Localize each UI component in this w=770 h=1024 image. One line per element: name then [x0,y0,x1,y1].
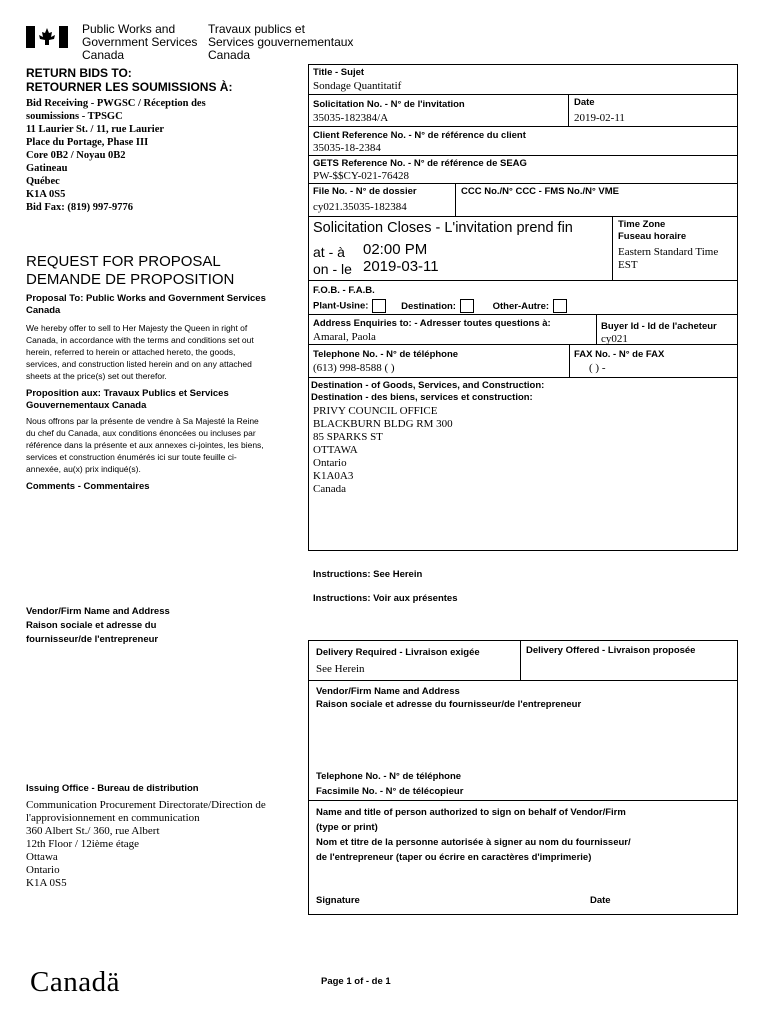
time-zone-name: Eastern Standard Time [618,246,719,258]
divider [308,314,738,315]
issuing-line: 12th Floor / 12ième étage [26,838,140,850]
divider [308,280,738,281]
closing-date: 2019-03-11 [363,258,439,275]
return-bids-address [26,97,286,214]
address-line: 11 Laurier St. / 11, rue Laurier [26,124,165,135]
vendor-label-line: Raison sociale et adresse du [26,620,157,631]
vendor-fax-label: Facsimile No. - N° de télécopieur [316,786,464,797]
proposal-to-fr: Proposition aux: Travaux Publics et Services Gouvernementaux Canada [26,388,229,411]
bid-fax: Bid Fax: (819) 997-9776 [26,202,134,213]
title-label: Title - Sujet [313,67,365,78]
fax-label: FAX No. - N° de FAX [574,349,665,360]
time-zone-label-en: Time Zone [618,219,666,230]
dept-en-line: Government Services [82,35,198,49]
issuing-line: Communication Procurement Directorate/Direction de [26,799,266,811]
rfp-title-fr: DEMANDE DE PROPOSITION [26,271,235,288]
issuing-line: l'approvisionnement en communication [26,812,200,824]
gets-value: PW-$$CY-021-76428 [313,170,409,182]
destination-label-en: Destination - of Goods, Services, and Construction: [311,380,545,391]
closing-time: 02:00 PM [363,241,428,258]
divider [308,126,738,127]
rfp-title [26,253,234,289]
divider [455,183,456,216]
page-number: Page 1 of - de 1 [321,976,391,987]
time-zone-abbr: EST [618,259,638,271]
gets-label: GETS Reference No. - N° de référence de SEAG [313,158,527,169]
time-zone-label-fr: Fuseau horaire [618,231,687,242]
address-line: Core 0B2 / Noyau 0B2 [26,150,126,161]
dept-fr-line: Canada [208,48,251,62]
vendor-name-label-left [26,605,170,647]
divider [308,344,738,345]
issuing-office-label: Issuing Office - Bureau de distribution [26,783,199,794]
file-value: cy021.35035-182384 [313,201,407,213]
proposal-body-fr: Nous offrons par la présente de vendre à Sa Majesté la Reine du chef du Canada, aux conditions énoncées ou incluses par référence dans la présente et aux annexes ci-jointes, les biens, services et construction énumérés ici sur toute feuille ci-annexée, au(x) prix indiqué(s). [26,416,264,474]
vendor-phone-label: Telephone No. - N° de téléphone [316,771,462,782]
issuing-line: 360 Albert St./ 360, rue Albert [26,825,160,837]
address-line: soumissions - TPSGC [26,111,123,122]
closing-on-label: on - le [313,261,352,277]
instructions-en: Instructions: See Herein [313,569,423,580]
address-enquiries-label: Address Enquiries to: - Adresser toutes questions à: [313,318,551,329]
client-ref-label: Client Reference No. - N° de référence du client [313,130,526,141]
signer-label-line: de l'entrepreneur (taper ou écrire en caractères d'imprimerie) [316,852,592,863]
dept-fr-line: Services gouvernementaux [208,35,354,49]
file-label: File No. - N° de dossier [313,186,417,197]
destination-option-label: Destination: [401,300,456,312]
dept-en-line: Public Works and [82,22,176,36]
return-bids-title-fr: RETOURNER LES SOUMISSIONS À: [26,80,233,94]
delivery-offered-label: Delivery Offered - Livraison proposée [526,645,696,656]
vendor-name-label-line: Raison sociale et adresse du fournisseur/de l'entrepreneur [316,699,582,710]
destination-address [313,405,453,496]
vendor-name-label [316,685,581,711]
issuing-line: Ottawa [26,851,58,863]
signature-label: Signature [316,895,360,906]
proposal-to-en: Proposal To: Public Works and Government Services Canada [26,293,266,316]
solicitation-value: 35035-182384/A [313,112,389,124]
date-value: 2019-02-11 [574,112,625,124]
instructions-fr: Instructions: Voir aux présentes [313,593,458,604]
signer-label-line: Name and title of person authorized to sign on behalf of Vendor/Firm [316,807,626,818]
rfp-title-en: REQUEST FOR PROPOSAL [26,253,221,270]
destination-line: K1A0A3 [313,470,354,482]
issuing-office-address [26,799,301,890]
other-label: Other-Autre: [492,300,550,312]
buyer-id-value: cy021 [601,333,628,345]
closing-at-label: at - à [313,244,345,260]
signer-label-line: (type or print) [316,822,378,833]
destination-line: PRIVY COUNCIL OFFICE [313,405,438,417]
department-name-fr [208,23,353,62]
dept-en-line: Canada [82,48,125,62]
phone-label: Telephone No. - N° de téléphone [313,349,459,360]
other-checkbox[interactable] [553,299,567,313]
address-line: K1A 0S5 [26,189,66,200]
address-line: Place du Portage, Phase III [26,137,149,148]
destination-checkbox[interactable] [460,299,474,313]
divider [308,800,738,801]
divider [569,344,570,377]
fax-value: ( ) - [589,362,606,374]
vendor-label-line: fournisseur/de l'entrepreneur [26,634,159,645]
vendor-name-label-line: Vendor/Firm Name and Address [316,686,460,697]
title-value: Sondage Quantitatif [313,80,402,92]
address-line: Gatineau [26,163,68,174]
ccc-label: CCC No./N° CCC - FMS No./N° VME [461,186,620,197]
address-line: Bid Receiving - PWGSC / Réception des [26,98,206,109]
delivery-required-label: Delivery Required - Livraison exigée [316,647,480,658]
date-label: Date [574,97,595,108]
divider [308,377,738,378]
plant-checkbox[interactable] [372,299,386,313]
destination-line: Canada [313,483,346,495]
proposal-section [26,293,266,493]
canada-wordmark: Canadä [30,966,120,998]
issuing-line: Ontario [26,864,60,876]
signer-label-line: Nom et titre de la personne autorisée à signer au nom du fournisseur/ [316,837,631,848]
department-name-en [82,23,197,62]
divider [308,680,738,681]
divider [308,183,738,184]
address-line: Québec [26,176,60,187]
solicitation-label: Solicitation No. - N° de l'invitation [313,99,465,110]
destination-line: 85 SPARKS ST [313,431,383,443]
time-zone-value [618,246,718,272]
divider [308,216,738,217]
plant-label: Plant-Usine: [313,300,369,312]
destination-line: Ontario [313,457,347,469]
return-bids-title-en: RETURN BIDS TO: [26,66,132,80]
government-flag-logo [26,26,68,48]
divider [308,94,738,95]
delivery-required-value: See Herein [316,663,365,675]
client-ref-value: 35035-18-2384 [313,142,381,154]
divider [520,640,521,680]
buyer-id-label: Buyer Id - Id de l'acheteur [601,321,717,332]
return-bids-heading [26,66,232,94]
solicitation-closes-label: Solicitation Closes - L'invitation prend fin [313,220,573,236]
divider [568,94,569,126]
issuing-line: K1A 0S5 [26,877,67,889]
destination-line: OTTAWA [313,444,358,456]
divider [612,216,613,280]
divider [308,155,738,156]
dept-fr-line: Travaux publics et [208,22,305,36]
comments-label: Comments - Commentaires [26,481,150,492]
address-enquiries-value: Amaral, Paola [313,331,376,343]
destination-line: BLACKBURN BLDG RM 300 [313,418,453,430]
vendor-label-line: Vendor/Firm Name and Address [26,606,170,617]
phone-value: (613) 998-8588 ( ) [313,362,395,374]
divider [596,314,597,344]
proposal-body-en: We hereby offer to sell to Her Majesty the Queen in right of Canada, in accordance with the terms and conditions set out herein, referred to herein or attached hereto, the goods, services, and construction listed herein and on any attached sheets at the price(s) set out therefor. [26,323,254,381]
signature-date-label: Date [590,895,611,906]
fob-label: F.O.B. - F.A.B. [313,285,375,296]
destination-label-fr: Destination - des biens, services et construction: [311,392,533,403]
fob-options [313,299,573,313]
authorized-signer-label [316,805,734,865]
